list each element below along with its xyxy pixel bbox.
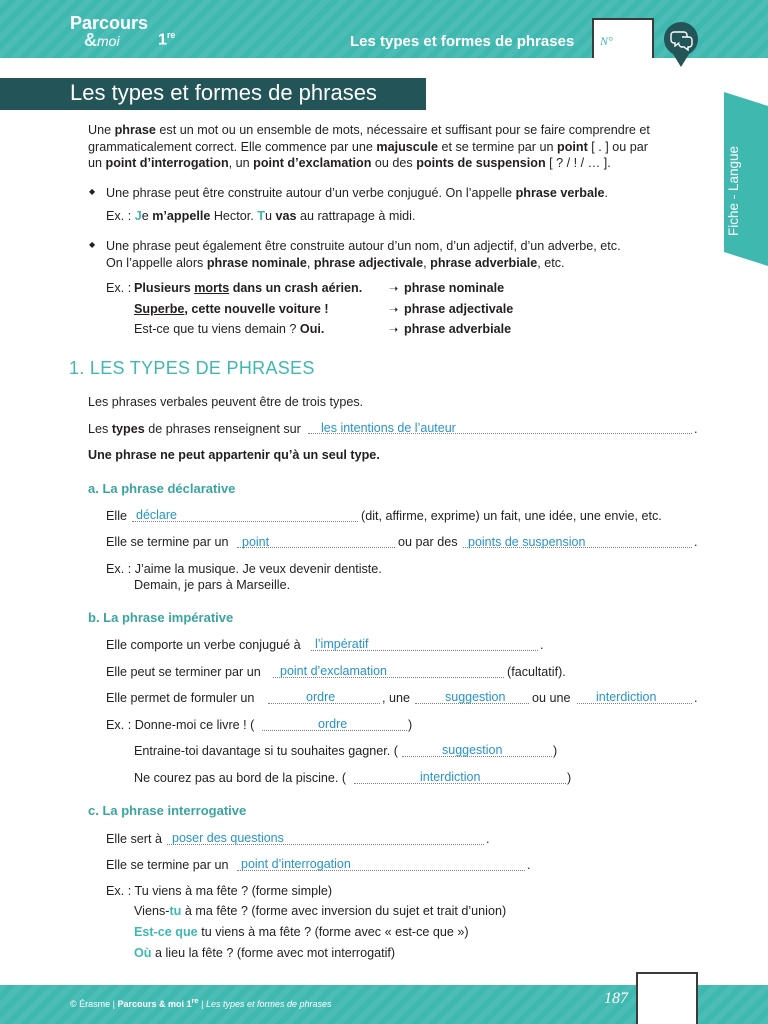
t: dans un crash aérien. [229, 281, 363, 295]
bullet1-example [106, 208, 415, 225]
t: phrase adverbiale [430, 256, 538, 270]
answer-interdiction: interdiction [596, 690, 657, 704]
answer-point-interrogation: point d’interrogation [241, 857, 351, 871]
t: phrase adjectivale [313, 256, 424, 270]
interrogative-ex-3 [134, 924, 469, 941]
intro-line-1 [88, 122, 650, 139]
t: , etc. [537, 256, 565, 270]
t: Superbe [134, 302, 185, 316]
section1-p1: Les phrases verbales peuvent être de trois types. [88, 395, 364, 409]
bullet2-ex-1 [134, 280, 362, 297]
t: Les types et formes de phrases [205, 999, 332, 1009]
t: Elle [106, 509, 127, 523]
subheading-declarative: a. La phrase déclarative [88, 481, 236, 496]
t: Ex. : [106, 209, 135, 223]
t: Parcours & moi 1 [117, 999, 192, 1009]
t: ) [553, 744, 558, 758]
bullet2-ex-3 [134, 321, 324, 338]
t: types [111, 422, 145, 436]
t: Entraine-toi davantage si tu souhaites gagner. ( [134, 744, 398, 758]
interrogative-ex-2 [134, 903, 506, 920]
bullet-diamond-icon: ◆ [89, 240, 96, 249]
t: Elle se termine par un [106, 858, 229, 872]
answer-point: point [242, 535, 270, 549]
arrow-right-icon: ➝ [389, 282, 399, 295]
t: est un mot ou un ensemble de mots, nécessaire et suffisant pour se faire comprendre et [155, 123, 650, 137]
t: [ . ] ou par [587, 140, 648, 154]
number-label: N° [600, 34, 613, 48]
brand-ampersand: & [84, 30, 97, 50]
t: . [527, 858, 531, 872]
bullet2-ex-prefix: Ex. : [106, 281, 132, 295]
page-number: 187 [604, 990, 628, 1007]
t: Où [134, 946, 152, 960]
result-nominale: phrase nominale [404, 281, 505, 295]
t: au rattrapage à midi. [296, 209, 416, 223]
section1-p2 [88, 421, 301, 438]
brand-moi [84, 30, 120, 51]
t: tu viens à ma fête ? (forme avec « est-ce que ») [197, 925, 469, 939]
answer-suggestion: suggestion [445, 690, 506, 704]
bullet2-line-2 [106, 255, 565, 272]
interrogative-ex-1: Ex. : Tu viens à ma fête ? (forme simple) [106, 884, 333, 898]
t: T [257, 209, 265, 223]
t: Les [88, 422, 112, 436]
t: Elle sert à [106, 832, 162, 846]
t: ou par des [398, 535, 458, 549]
subheading-imperative: b. La phrase impérative [88, 610, 234, 625]
footer-credits [70, 996, 332, 1009]
t: Hector. [210, 209, 258, 223]
brand-moi-text: moi [97, 33, 120, 49]
t: Elle se termine par un [106, 535, 229, 549]
t: de phrases renseignent sur [144, 422, 301, 436]
t: tu [169, 904, 182, 918]
t: phrase [114, 123, 156, 137]
t: et se termine par un [437, 140, 557, 154]
bullet2-line-1: Une phrase peut également être construite autour d’un nom, d’un adjectif, d’un adverbe, etc. [106, 239, 621, 253]
t: majuscule [376, 140, 438, 154]
number-box[interactable] [592, 18, 654, 58]
side-tab-label: Fiche - Langue [726, 145, 741, 236]
t: . [540, 638, 544, 652]
t: Viens- [134, 904, 170, 918]
t: point d’exclamation [253, 156, 372, 170]
answer-declare: déclare [136, 508, 177, 522]
t: Est-ce que tu viens demain ? [134, 322, 300, 336]
t: ) [567, 771, 572, 785]
t: © Érasme | [70, 999, 118, 1009]
declarative-ex-1: Ex. : J’aime la musique. Je veux devenir dentiste. [106, 562, 382, 576]
t: grammaticalement correct. Elle commence par une [88, 140, 377, 154]
t: un [88, 156, 106, 170]
t: , [423, 256, 431, 270]
declarative-ex-2: Demain, je pars à Marseille. [134, 578, 291, 592]
result-adjectivale: phrase adjectivale [404, 302, 514, 316]
footer-box [636, 972, 698, 1024]
t: Elle comporte un verbe conjugué à [106, 638, 301, 652]
brand-parcours: Parcours [70, 13, 149, 33]
t: . [694, 691, 698, 705]
t: . [694, 535, 698, 549]
t: ) [408, 718, 413, 732]
t: m’appelle [152, 209, 211, 223]
brand-logo [70, 13, 176, 50]
t: ou une [532, 691, 571, 705]
answer-imperatif: l’impératif [315, 637, 369, 651]
answer-interdiction-ex: interdiction [420, 770, 481, 784]
t: Plusieurs [134, 281, 195, 295]
speech-bubble-pin-icon [662, 21, 700, 69]
t: Elle permet de formuler un [106, 691, 255, 705]
answer-points-suspension: points de suspension [468, 535, 586, 549]
t: phrase nominale [206, 256, 307, 270]
t: Ne courez pas au bord de la piscine. ( [134, 771, 347, 785]
t: point [557, 140, 588, 154]
t: , [306, 256, 314, 270]
result-adverbiale: phrase adverbiale [404, 322, 512, 336]
header-title: Les types et formes de phrases [350, 33, 575, 50]
t: Elle peut se terminer par un [106, 665, 261, 679]
t: points de suspension [416, 156, 546, 170]
t: . [694, 422, 698, 436]
t: e [141, 209, 153, 223]
bullet-diamond-icon: ◆ [89, 187, 96, 196]
answer-poser-questions: poser des questions [172, 831, 284, 845]
t: a lieu la fête ? (forme avec mot interrogatif) [151, 946, 396, 960]
t: Est-ce que [134, 925, 198, 939]
t: Oui. [299, 322, 325, 336]
section-heading: 1. LES TYPES DE PHRASES [69, 358, 315, 378]
t: Une phrase peut être construite autour d’un verbe conjugué. On l’appelle [106, 186, 516, 200]
t: (facultatif). [507, 665, 566, 679]
t: Ex. : Donne-moi ce livre ! ( [106, 718, 255, 732]
t: ou des [371, 156, 417, 170]
bullet2-ex-2 [134, 301, 329, 318]
bullet1-line [106, 185, 608, 202]
t: phrase verbale [515, 186, 605, 200]
brand-level-sup: re [166, 30, 176, 40]
interrogative-ex-4 [134, 945, 395, 962]
arrow-right-icon: ➝ [389, 323, 399, 336]
t: à ma fête ? (forme avec inversion du sujet et trait d’union) [181, 904, 507, 918]
t: , une [382, 691, 411, 705]
answer-ordre-ex: ordre [318, 717, 348, 731]
answer-suggestion-ex: suggestion [442, 743, 503, 757]
t: , un [228, 156, 254, 170]
t: [ ? / ! / … ]. [545, 156, 611, 170]
t: point d’interrogation [105, 156, 229, 170]
brand-level-num: 1 [158, 31, 167, 49]
t: | [198, 999, 206, 1009]
arrow-right-icon: ➝ [389, 303, 399, 316]
t: vas [275, 209, 297, 223]
t: Une [88, 123, 115, 137]
t: On l’appelle alors [106, 256, 207, 270]
t: re [191, 996, 199, 1005]
t: . [604, 186, 608, 200]
t: , cette nouvelle voiture ! [184, 302, 329, 316]
section1-p3: Une phrase ne peut appartenir qu’à un seul type. [88, 448, 380, 462]
subheading-interrogative: c. La phrase interrogative [88, 803, 247, 818]
answer-intentions: les intentions de l’auteur [321, 421, 456, 435]
answer-point-exclamation: point d’exclamation [280, 664, 388, 678]
page-title: Les types et formes de phrases [70, 80, 377, 105]
t: (dit, affirme, exprime) un fait, une idée, une envie, etc. [361, 509, 662, 523]
brand-level [158, 30, 175, 49]
intro-line-3 [88, 155, 611, 172]
t: . [486, 832, 490, 846]
t: u [264, 209, 276, 223]
answer-ordre: ordre [306, 690, 336, 704]
intro-line-2 [88, 139, 648, 156]
t: morts [194, 281, 230, 295]
t: J [134, 209, 142, 223]
